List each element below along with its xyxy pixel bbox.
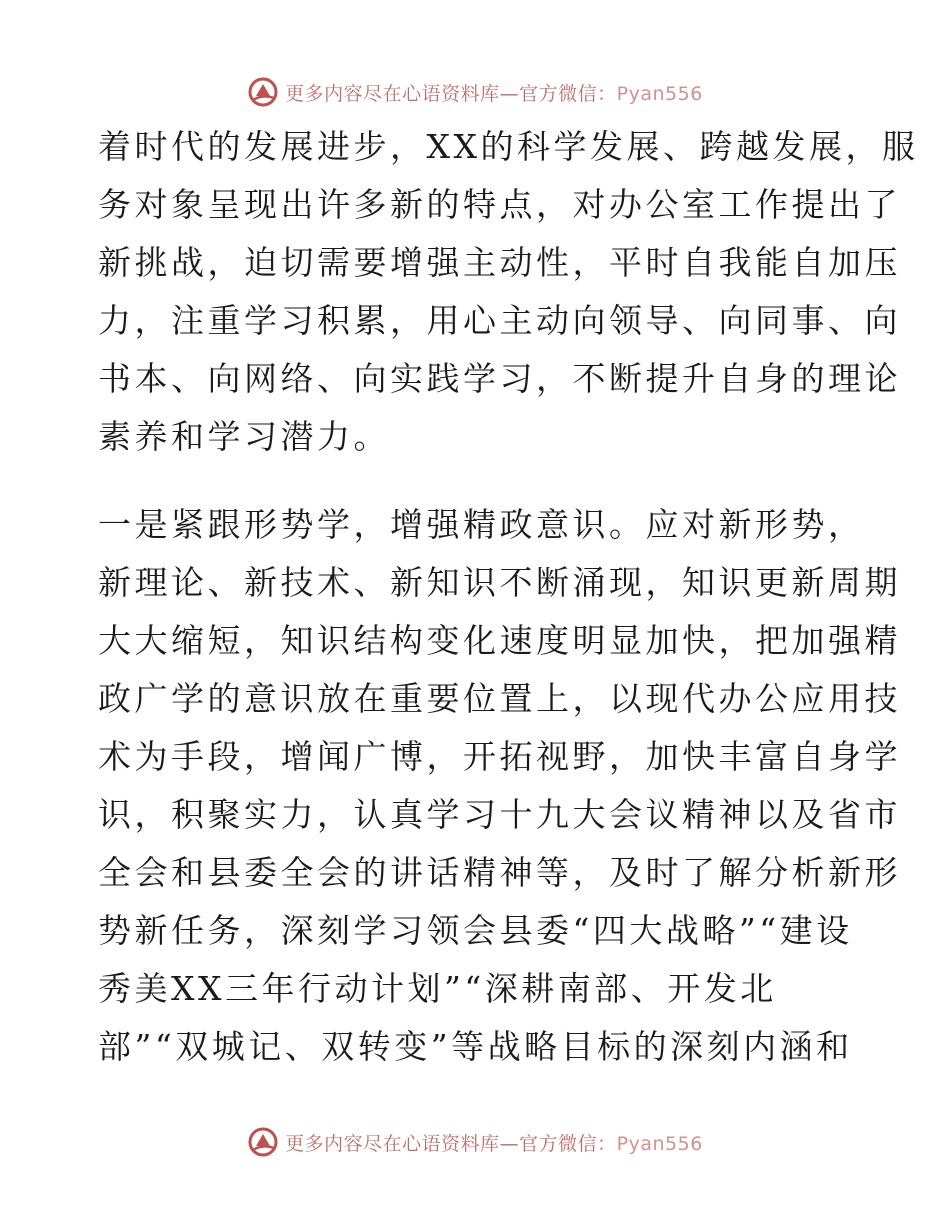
paragraph-2 [98,496,901,1076]
header-banner [0,72,950,112]
document-body [98,118,919,1076]
header-banner-wechat-id: Pyan556 [616,82,703,105]
text-line: 术为手段，增闻广博，开拓视野，加快丰富自身学 [98,737,901,776]
text-line: 势新任务，深刻学习领会县委“四大战略”“建设 [98,911,853,950]
text-line: 新理论、新技术、新知识不断涌现，知识更新周期 [98,563,901,602]
text-line: 着时代的发展进步，XX的科学发展、跨越发展，服 [98,127,919,166]
library-logo-icon [247,1126,279,1158]
library-logo-icon [247,76,279,108]
text-line: 务对象呈现出许多新的特点，对办公室工作提出了 [98,185,901,224]
text-line: 政广学的意识放在重要位置上，以现代办公应用技 [98,679,901,718]
paragraph-1 [98,118,919,466]
text-line: 识，积聚实力，认真学习十九大会议精神以及省市 [98,795,901,834]
text-line: 新挑战，迫切需要增强主动性，平时自我能自加压 [98,243,901,282]
text-line: 全会和县委全会的讲话精神等，及时了解分析新形 [98,853,901,892]
text-line: 力，注重学习积累，用心主动向领导、向同事、向 [98,301,901,340]
text-line: 素养和学习潜力。 [98,417,390,456]
header-banner-text [285,79,703,106]
footer-banner-label: 更多内容尽在心语资料库—官方微信： [285,1132,617,1155]
text-line: 书本、向网络、向实践学习，不断提升自身的理论 [98,359,901,398]
footer-banner-text [285,1129,703,1156]
footer-banner-wechat-id: Pyan556 [616,1132,703,1155]
text-line: 大大缩短，知识结构变化速度明显加快，把加强精 [98,621,901,660]
header-banner-label: 更多内容尽在心语资料库—官方微信： [285,82,617,105]
text-line: 一是紧跟形势学，增强精政意识。应对新形势， [98,505,865,544]
paragraph-gap [98,466,858,496]
text-line: 部”“双城记、双转变”等战略目标的深刻内涵和 [98,1027,853,1066]
text-line: 秀美XX三年行动计划”“深耕南部、开发北 [98,969,777,1008]
footer-banner [0,1122,950,1162]
